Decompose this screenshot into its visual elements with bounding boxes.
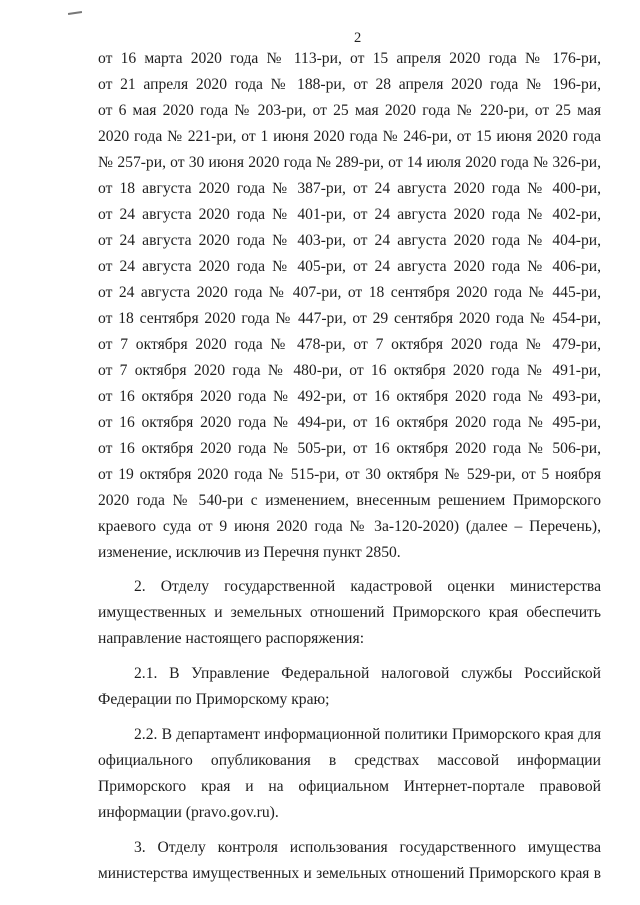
text-line: от 16 марта 2020 года № 113-ри, от 15 апреля 2020 года № 176-ри,: [98, 50, 601, 67]
text-line: от 18 августа 2020 года № 387-ри, от 24 августа 2020 года № 400-ри,: [98, 180, 601, 197]
text-line: от 24 августа 2020 года № 401-ри, от 24 августа 2020 года № 402-ри,: [98, 206, 601, 223]
text-line: Федерации по Приморскому краю;: [98, 691, 330, 708]
page-number: 2: [354, 30, 362, 46]
text-line: краевого суда от 9 июня 2020 года № 3а-120-2020) (далее – Перечень),: [98, 518, 601, 535]
text-line: от 24 августа 2020 года № 405-ри, от 24 августа 2020 года № 406-ри,: [98, 258, 601, 275]
text-line: министерства имущественных и земельных отношений Приморского края в: [98, 865, 601, 882]
text-line: от 16 октября 2020 года № 494-ри, от 16 октября 2020 года № 495-ри,: [98, 414, 601, 431]
text-line: направление настоящего распоряжения:: [98, 630, 365, 647]
text-line: 2. Отделу государственной кадастровой оценки министерства: [134, 578, 601, 595]
text-line: изменение, исключив из Перечня пункт 2850.: [98, 544, 401, 561]
text-line: от 7 октября 2020 года № 478-ри, от 7 октября 2020 года № 479-ри,: [98, 336, 601, 353]
text-line: от 19 октября 2020 года № 515-ри, от 30 октября № 529-ри, от 5 ноября: [98, 466, 601, 483]
text-line: 2.2. В департамент информационной политики Приморского края для: [134, 726, 601, 743]
text-line: имущественных и земельных отношений Приморского края обеспечить: [98, 604, 601, 621]
scan-mark: [68, 11, 82, 15]
text-line: № 257-ри, от 30 июня 2020 года № 289-ри, от 14 июля 2020 года № 326-ри,: [98, 154, 601, 171]
text-line: Приморского края и на официальном Интернет-портале правовой: [98, 778, 601, 795]
text-line: от 16 октября 2020 года № 492-ри, от 16 октября 2020 года № 493-ри,: [98, 388, 601, 405]
text-line: от 16 октября 2020 года № 505-ри, от 16 октября 2020 года № 506-ри,: [98, 440, 601, 457]
text-line: 3. Отделу контроля использования государственного имущества: [134, 839, 601, 856]
text-line: от 21 апреля 2020 года № 188-ри, от 28 апреля 2020 года № 196-ри,: [98, 76, 601, 93]
text-line: официального опубликования в средствах массовой информации: [98, 752, 601, 769]
text-line: от 24 августа 2020 года № 403-ри, от 24 августа 2020 года № 404-ри,: [98, 232, 601, 249]
text-line: от 18 сентября 2020 года № 447-ри, от 29 сентября 2020 года № 454-ри,: [98, 310, 601, 327]
text-line: информации (pravo.gov.ru).: [98, 804, 279, 821]
text-line: 2020 года № 540-ри с изменением, внесенным решением Приморского: [98, 492, 601, 509]
text-line: от 6 мая 2020 года № 203-ри, от 25 мая 2020 года № 220-ри, от 25 мая: [98, 102, 601, 119]
text-line: от 24 августа 2020 года № 407-ри, от 18 сентября 2020 года № 445-ри,: [98, 284, 601, 301]
text-line: от 7 октября 2020 года № 480-ри, от 16 октября 2020 года № 491-ри,: [98, 362, 601, 379]
text-line: 2.1. В Управление Федеральной налоговой службы Российской: [134, 665, 601, 682]
text-line: 2020 года № 221-ри, от 1 июня 2020 года № 246-ри, от 15 июня 2020 года: [98, 128, 601, 145]
